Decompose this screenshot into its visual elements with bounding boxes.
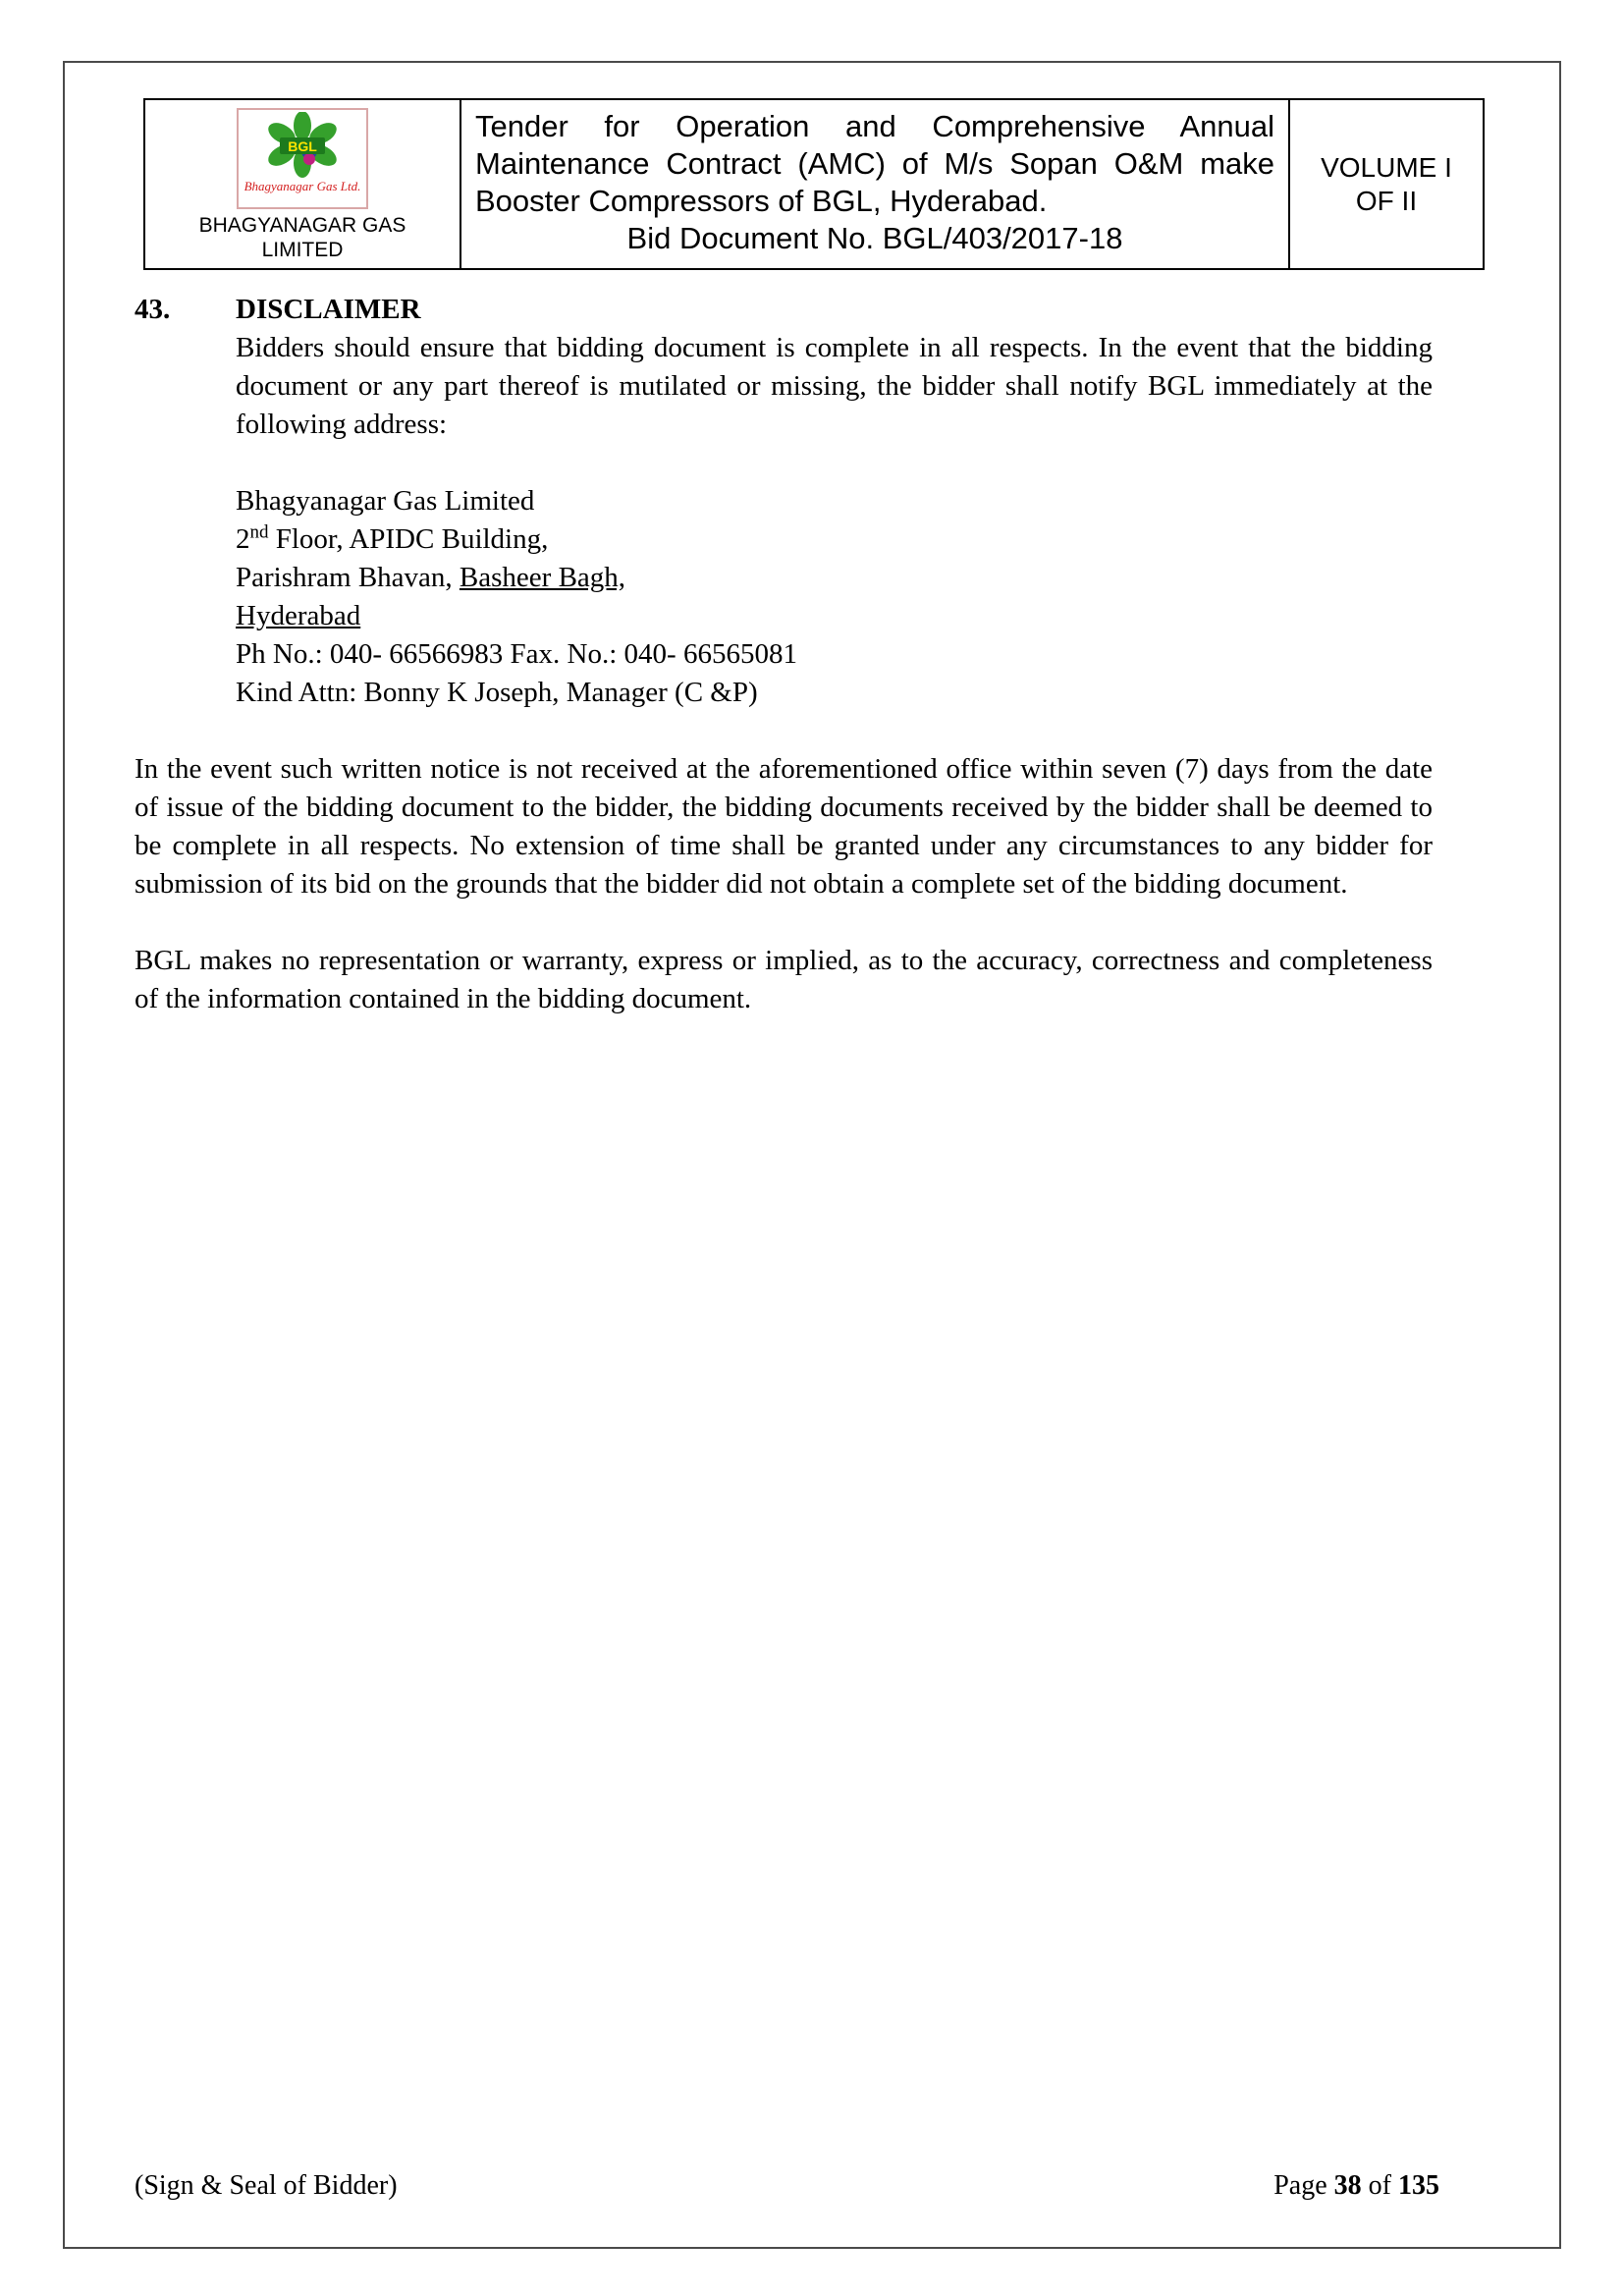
page-total: 135 (1398, 2170, 1439, 2201)
volume-cell (1288, 100, 1483, 268)
tender-title: Tender for Operation and Comprehensive Annual Maintenance Contract (AMC) of M/s Sopan O&M make Booster Compressors of BGL, Hyderabad. (475, 109, 1274, 218)
bid-document-number: Bid Document No. BGL/403/2017-18 (626, 221, 1123, 255)
document-body (135, 291, 1433, 1018)
sign-seal-label: (Sign & Seal of Bidder) (135, 2170, 398, 2201)
section-heading: DISCLAIMER (236, 294, 421, 325)
address-street-prefix: Parishram Bhavan, (236, 562, 460, 593)
page-indicator (1273, 2170, 1439, 2202)
logo-acronym: BGL (288, 138, 317, 154)
paragraph-warranty: BGL makes no representation or warranty, express or implied, as to the accuracy, correctness and completeness of the information contained in the bidding document. (135, 945, 1433, 1014)
address-floor-ordinal: nd (249, 521, 269, 543)
address-street-underlined: Basheer Bagh, (459, 562, 626, 593)
address-city-underlined: Hyderabad (236, 600, 361, 631)
of-word: of (1361, 2170, 1398, 2201)
logo-subtext: Bhagyanagar Gas Ltd. (244, 179, 360, 193)
title-cell (460, 100, 1288, 268)
page-word: Page (1273, 2170, 1334, 2201)
address-line-attn: Kind Attn: Bonny K Joseph, Manager (C &P) (236, 677, 758, 708)
address-block (236, 482, 1433, 712)
volume-line2: OF II (1355, 185, 1418, 216)
logo-cell (145, 100, 460, 268)
volume-line1: VOLUME I (1321, 151, 1452, 183)
section-number: 43. (135, 294, 171, 325)
document-page (63, 61, 1561, 2249)
company-name (199, 213, 406, 262)
address-floor-rest: Floor, APIDC Building, (268, 523, 549, 555)
company-name-line1: BHAGYANAGAR GAS (198, 214, 406, 237)
header-table (143, 98, 1485, 270)
section-intro-paragraph: Bidders should ensure that bidding document is complete in all respects. In the event that the bidding document or any part thereof is mutilated or missing, the bidder shall notify BGL immediately at the following address: (236, 332, 1433, 440)
page-number: 38 (1333, 2170, 1362, 2201)
address-line-company: Bhagyanagar Gas Limited (236, 485, 535, 517)
address-line-city (236, 597, 1433, 635)
company-name-line2: LIMITED (261, 239, 344, 261)
page-footer (135, 2170, 1439, 2202)
bgl-logo-icon (244, 112, 360, 202)
paragraph-notice: In the event such written notice is not received at the aforementioned office within seven (7) days from the date of issue of the bidding document to the bidder, the bidding documents received by the bidder shall be deemed to be complete in all respects. No extension of time shall be granted under any circumstances to any bidder for submission of its bid on the grounds that the bidder did not obtain a complete set of the bidding document. (135, 753, 1433, 900)
address-floor-number: 2 (236, 523, 250, 555)
address-line-street (236, 559, 1433, 597)
section-heading-row (135, 291, 1433, 329)
logo-box (237, 108, 368, 209)
address-line-floor (236, 520, 1433, 559)
address-line-phone: Ph No.: 040- 66566983 Fax. No.: 040- 66565081 (236, 638, 797, 670)
